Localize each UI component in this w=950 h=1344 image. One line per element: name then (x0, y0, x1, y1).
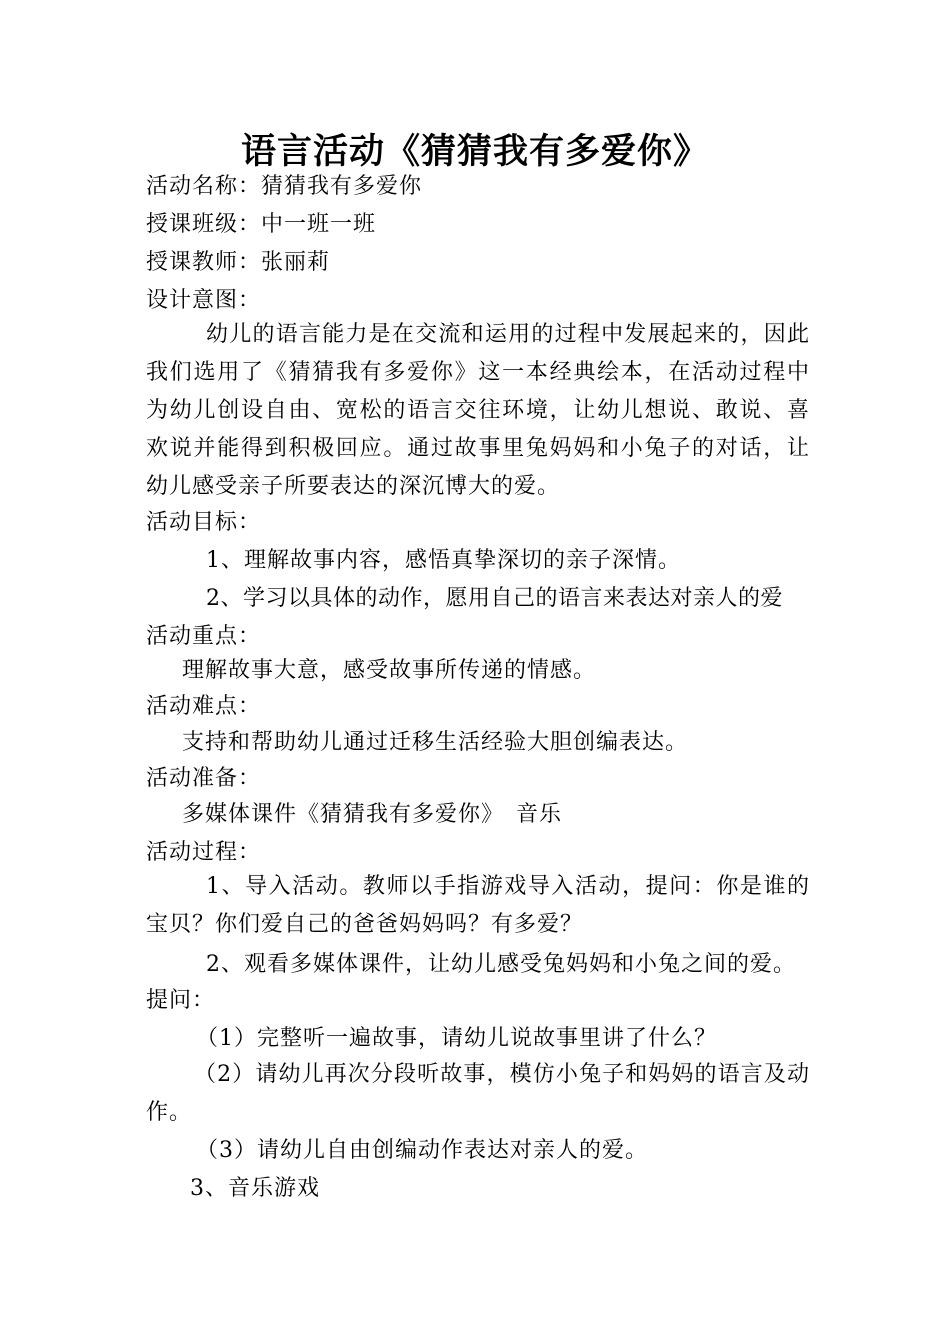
difficulty-text: 支持和帮助幼儿通过迁移生活经验大胆创编表达。 (182, 730, 689, 755)
difficulty-heading: 活动难点： (146, 694, 262, 719)
document-title: 语言活动《猜猜我有多爱你》 (240, 132, 709, 172)
question-2: （2）请幼儿再次分段听故事，模仿小兔子和妈妈的语言及动作。 (146, 1062, 810, 1125)
prep-text: 多媒体课件《猜猜我有多爱你》 音乐 (182, 802, 563, 827)
prep-heading: 活动准备： (146, 766, 262, 791)
activity-name-line: 活动名称：猜猜我有多爱你 (146, 174, 423, 199)
goal-2: 2、学习以具体的动作，愿用自己的语言来表达对亲人的爱 (206, 586, 783, 611)
design-heading: 设计意图： (146, 288, 262, 313)
key-text: 理解故事大意，感受故事所传递的情感。 (182, 658, 597, 683)
step-3: 3、音乐游戏 (190, 1176, 320, 1201)
ask-label: 提问： (146, 988, 216, 1013)
step-1: 1、导入活动。教师以手指游戏导入活动，提问：你是谁的宝贝？你们爱自己的爸爸妈妈吗？有多爱？ (146, 874, 810, 937)
design-paragraph: 幼儿的语言能力是在交流和运用的过程中发展起来的，因此我们选用了《猜猜我有多爱你》这一本经典绘本，在活动过程中为幼儿创设自由、宽松的语言交往环境，让幼儿想说、敢说、喜欢说并能得到积极回应。通过故事里兔妈妈和小兔子的对话，让幼儿感受亲子所要表达的深沉博大的爱。 (146, 322, 810, 499)
process-heading: 活动过程： (146, 840, 262, 865)
question-3: （3）请幼儿自由创编动作表达对亲人的爱。 (196, 1138, 648, 1163)
goals-heading: 活动目标： (146, 510, 262, 535)
step-2: 2、观看多媒体课件，让幼儿感受兔妈妈和小兔之间的爱。 (206, 952, 796, 977)
teacher-line: 授课教师：张丽莉 (146, 250, 331, 275)
key-heading: 活动重点： (146, 624, 262, 649)
question-1: （1）完整听一遍故事，请幼儿说故事里讲了什么？ (196, 1026, 717, 1051)
class-line: 授课班级：中一班一班 (146, 212, 377, 237)
goal-1: 1、理解故事内容，感悟真挚深切的亲子深情。 (206, 548, 681, 573)
